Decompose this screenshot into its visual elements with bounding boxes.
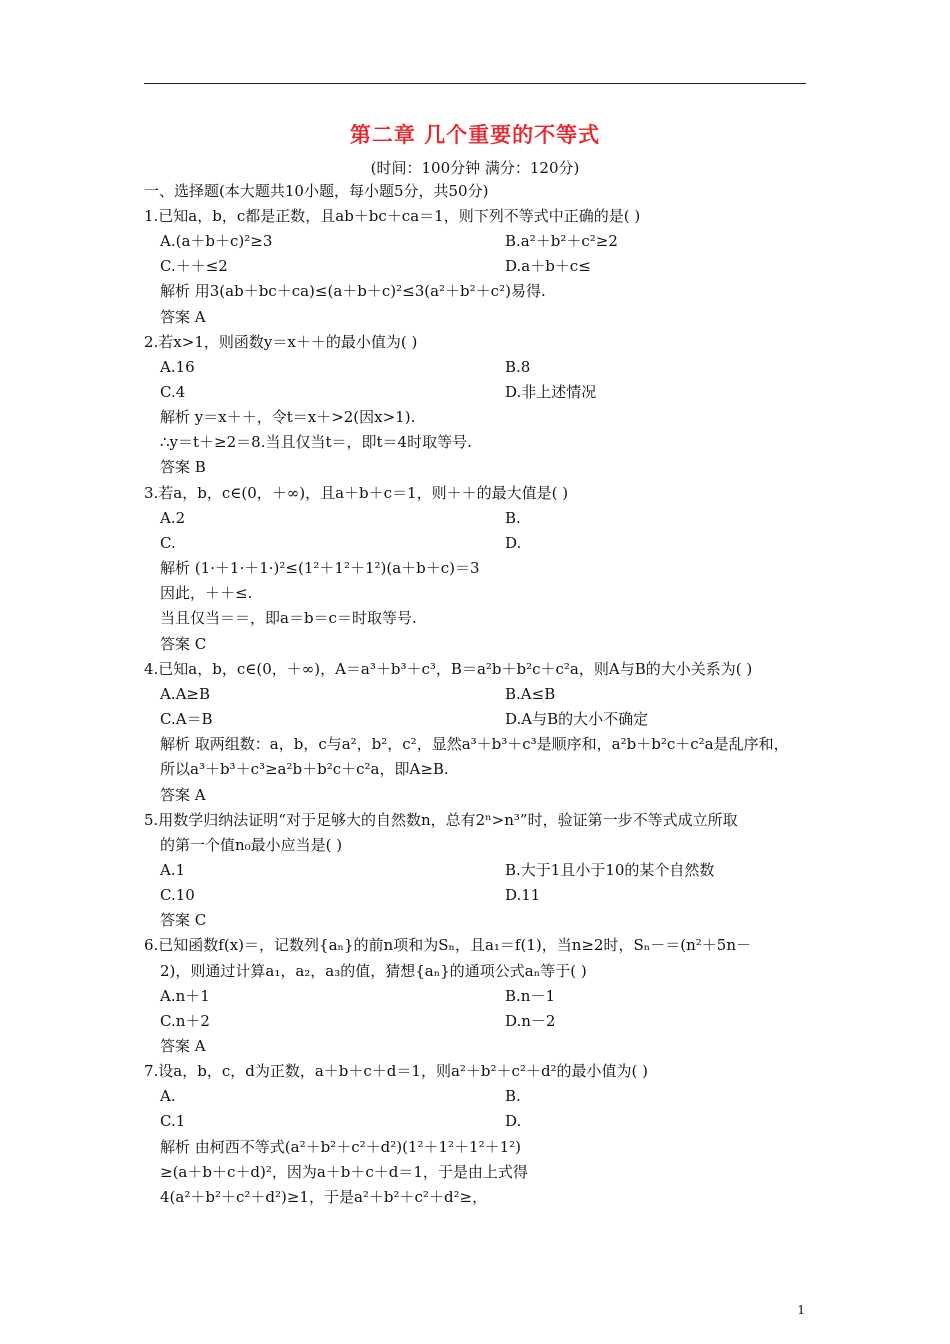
answer-line: 答案 A (160, 786, 206, 804)
option-d: D.11 (505, 886, 541, 904)
answer-line: 答案 C (160, 911, 207, 929)
option-a: A.16 (160, 358, 195, 376)
analysis-line: 因此，＋＋≤. (160, 584, 253, 602)
option-a: A.(a＋b＋c)²≥3 (160, 232, 273, 250)
option-d: D.非上述情况 (505, 383, 597, 401)
option-b: B.大于1且小于10的某个自然数 (505, 861, 715, 879)
question-stem: 的第一个值n₀最小应当是( ) (160, 836, 343, 854)
answer-line: 答案 B (160, 458, 206, 476)
option-d: D.A与B的大小不确定 (505, 710, 649, 728)
option-c: C.4 (160, 383, 186, 401)
option-c: C.10 (160, 886, 195, 904)
option-b: B.a²＋b²＋c²≥2 (505, 232, 618, 250)
page-number: 1 (797, 1303, 805, 1317)
chapter-title: 第二章 几个重要的不等式 (349, 123, 601, 147)
analysis-line: 解析 y＝x＋＋，令t＝x＋>2(因x>1). (160, 408, 416, 426)
option-a: A.A≥B (160, 685, 211, 703)
question-stem: 6.已知函数f(x)＝，记数列{aₙ}的前n项和为Sₙ，且a₁＝f(1)，当n≥2时，Sₙ－＝(n²＋5n－ (144, 936, 751, 954)
option-c: C.A＝B (160, 710, 213, 728)
option-d: D. (505, 1112, 522, 1130)
analysis-line: 4(a²＋b²＋c²＋d²)≥1，于是a²＋b²＋c²＋d²≥， (160, 1188, 488, 1206)
question-stem: 3.若a，b，c∈(0，＋∞)，且a＋b＋c＝1，则＋＋的最大值是( ) (144, 484, 569, 502)
answer-line: 答案 A (160, 1037, 206, 1055)
option-b: B.A≤B (505, 685, 556, 703)
section-heading: 一、选择题(本大题共10小题，每小题5分，共50分) (144, 182, 489, 200)
option-a: A.2 (160, 509, 186, 527)
question-stem: 7.设a，b，c，d为正数，a＋b＋c＋d＝1，则a²＋b²＋c²＋d²的最小值为( ) (144, 1062, 649, 1080)
question-stem: 2)，则通过计算a₁，a₂，a₃的值，猜想{aₙ}的通项公式aₙ等于( ) (160, 962, 587, 980)
option-c: C.＋＋≤2 (160, 257, 228, 275)
analysis-line: 解析 (1·＋1·＋1·)²≤(1²＋1²＋1²)(a＋b＋c)＝3 (160, 559, 480, 577)
option-b: B. (505, 1087, 521, 1105)
question-stem: 4.已知a，b，c∈(0，＋∞)，A＝a³＋b³＋c³，B＝a²b＋b²c＋c²a，则A与B的大小关系为( ) (144, 660, 753, 678)
exam-info: (时间：100分钟 满分：120分) (370, 159, 580, 177)
analysis-line: 解析 取两组数：a，b，c与a²，b²，c²，显然a³＋b³＋c³是顺序和，a²b＋b²c＋c²a是乱序和， (160, 735, 789, 753)
analysis-line: 所以a³＋b³＋c³≥a²b＋b²c＋c²a，即A≥B. (160, 760, 449, 778)
option-b: B. (505, 509, 521, 527)
option-b: B.8 (505, 358, 531, 376)
analysis-line: ∴y＝t＋≥2＝8.当且仅当t＝，即t＝4时取等号. (160, 433, 472, 451)
option-c: C. (160, 534, 176, 552)
analysis-line: ≥(a＋b＋c＋d)²，因为a＋b＋c＋d＝1，于是由上式得 (160, 1163, 528, 1181)
analysis-line: 解析 由柯西不等式(a²＋b²＋c²＋d²)(1²＋1²＋1²＋1²) (160, 1138, 522, 1156)
answer-line: 答案 C (160, 635, 207, 653)
option-a: A.1 (160, 861, 186, 879)
question-stem: 5.用数学归纳法证明“对于足够大的自然数n，总有2ⁿ>n³”时，验证第一步不等式成立所取 (144, 811, 738, 829)
option-c: C.1 (160, 1112, 186, 1130)
option-b: B.n－1 (505, 987, 555, 1005)
answer-line: 答案 A (160, 308, 206, 326)
analysis-line: 当且仅当＝＝，即a＝b＝c＝时取等号. (160, 609, 417, 627)
question-stem: 1.已知a，b，c都是正数，且ab＋bc＋ca＝1，则下列不等式中正确的是( ) (144, 207, 641, 225)
option-a: A.n＋1 (160, 987, 210, 1005)
option-d: D.n－2 (505, 1012, 556, 1030)
question-stem: 2.若x>1，则函数y＝x＋＋的最小值为( ) (144, 333, 418, 351)
analysis-line: 解析 用3(ab＋bc＋ca)≤(a＋b＋c)²≤3(a²＋b²＋c²)易得. (160, 282, 546, 300)
option-a: A. (160, 1087, 176, 1105)
header-rule (144, 83, 806, 84)
option-d: D.a＋b＋c≤ (505, 257, 591, 275)
option-d: D. (505, 534, 522, 552)
option-c: C.n＋2 (160, 1012, 210, 1030)
